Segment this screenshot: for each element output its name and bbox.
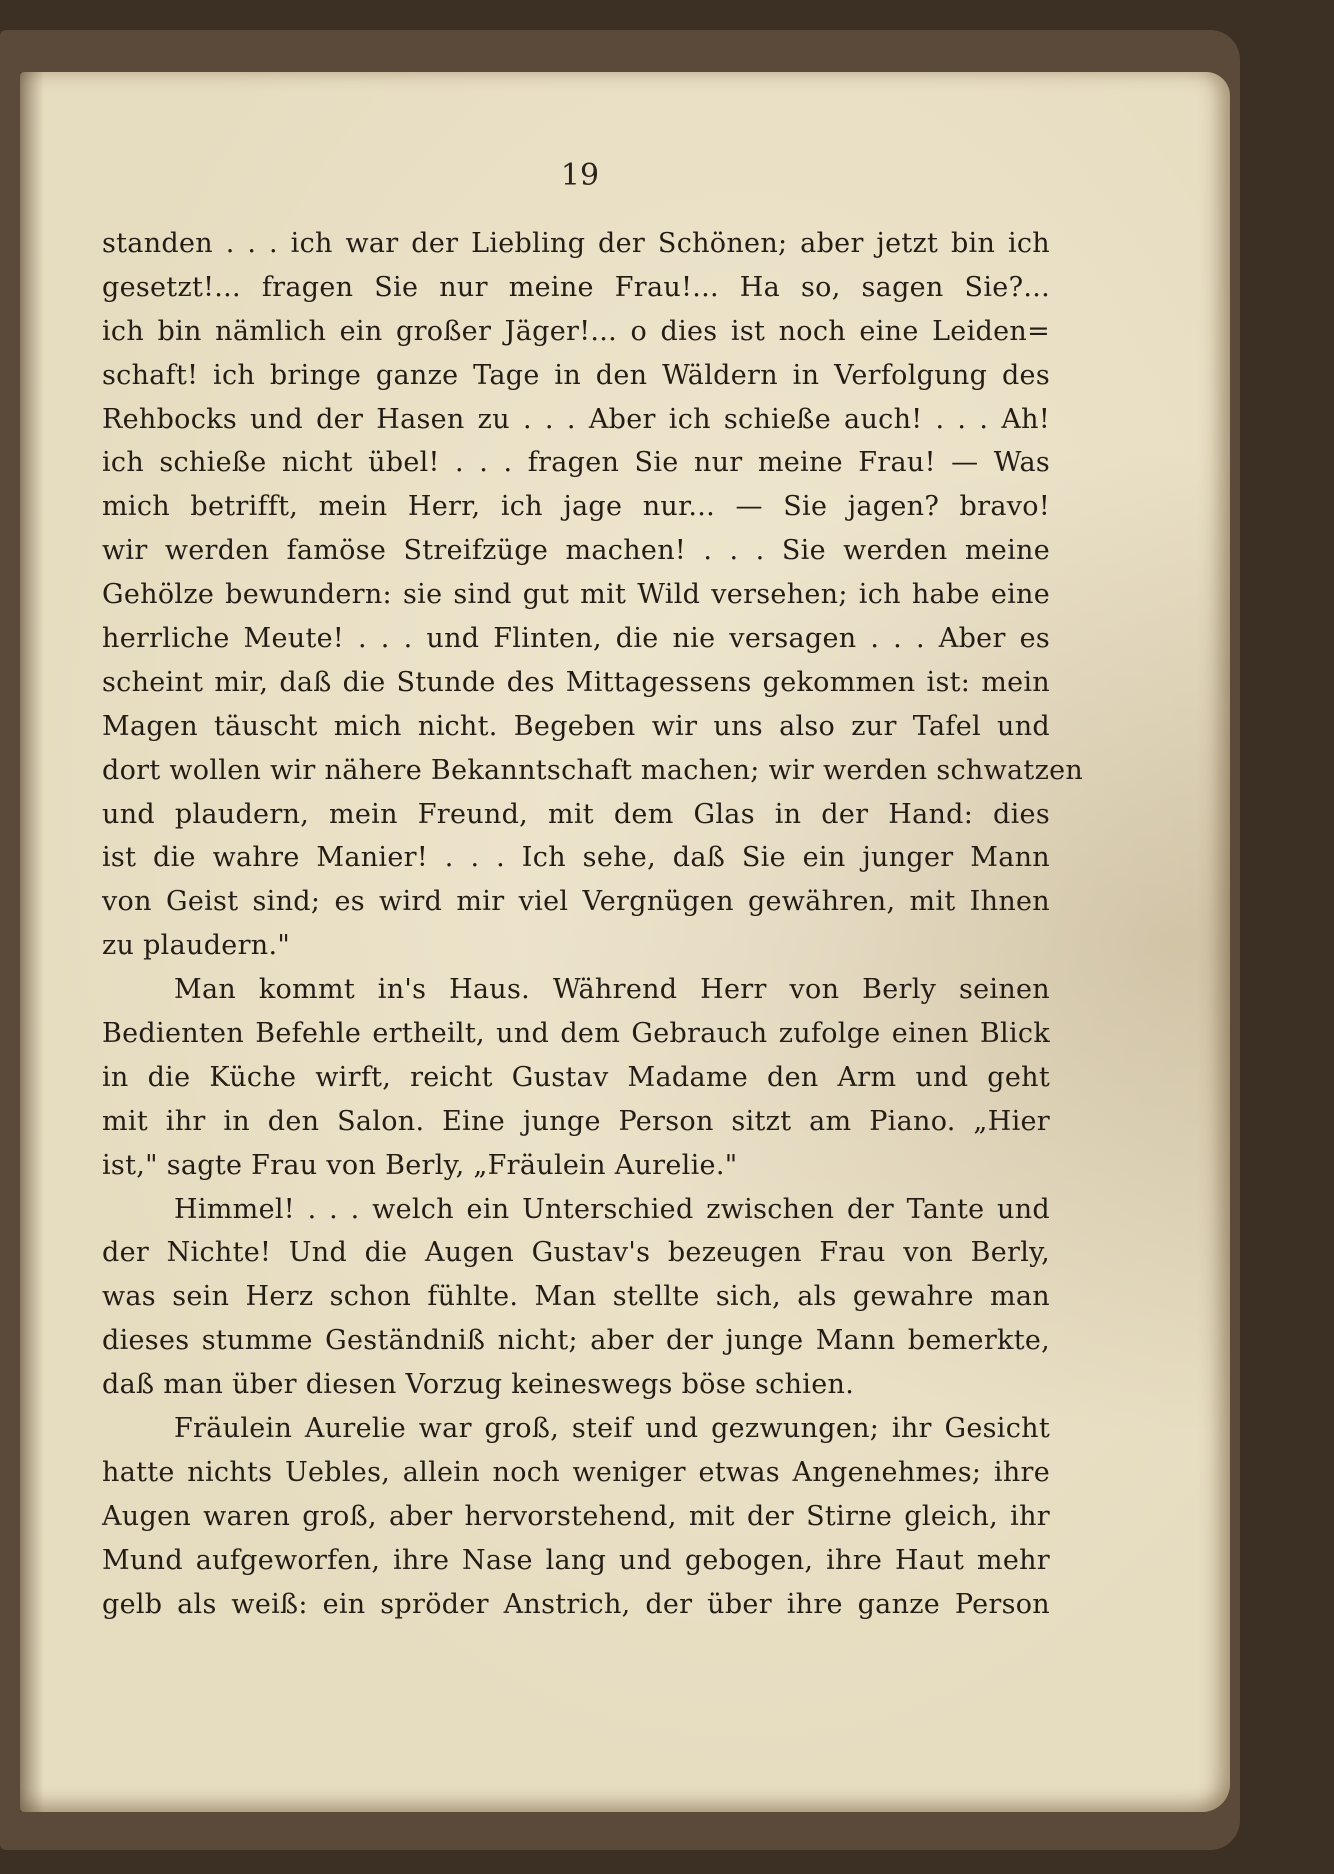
text-line: gesetzt!... fragen Sie nur meine Frau!... Ha so, sagen Sie?... <box>102 271 1050 303</box>
text-line: mich betrifft, mein Herr, ich jage nur... — Sie jagen? bravo! <box>102 491 1050 523</box>
text-line: herrliche Meute! . . . und Flinten, die nie versagen . . . Aber es <box>102 623 1050 655</box>
text-line: Bedienten Befehle ertheilt, und dem Gebrauch zufolge einen Blick <box>102 1018 1050 1050</box>
text-line: ich schieße nicht übel! . . . fragen Sie nur meine Frau! — Was <box>102 447 1050 479</box>
text-line: Gehölze bewundern: sie sind gut mit Wild versehen; ich habe eine <box>102 579 1050 611</box>
text-line: Augen waren groß, aber hervorstehend, mit der Stirne gleich, ihr <box>102 1500 1050 1532</box>
text-line: wir werden famöse Streifzüge machen! . . . Sie werden meine <box>102 535 1050 567</box>
text-line: in die Küche wirft, reicht Gustav Madame den Arm und geht <box>102 1061 1050 1093</box>
text-line: dort wollen wir nähere Bekanntschaft machen; wir werden schwatzen <box>102 754 1084 786</box>
text-line: Rehbocks und der Hasen zu . . . Aber ich schieße auch! . . . Ah! <box>102 403 1050 435</box>
text-line: schaft! ich bringe ganze Tage in den Wäldern in Verfolgung des <box>102 359 1050 391</box>
text-line: standen . . . ich war der Liebling der Schönen; aber jetzt bin ich <box>102 228 1050 259</box>
text-line: Himmel! . . . welch ein Unterschied zwischen der Tante und <box>174 1193 1050 1225</box>
text-line: ist," sagte Frau von Berly, „Fräulein Aurelie." <box>102 1149 738 1181</box>
text-line: ist die wahre Manier! . . . Ich sehe, daß Sie ein junger Mann <box>102 842 1050 874</box>
text-line: Fräulein Aurelie war groß, steif und gezwungen; ihr Gesicht <box>174 1413 1050 1445</box>
text-line: daß man über diesen Vorzug keineswegs böse schien. <box>102 1369 855 1401</box>
text-line: dieses stumme Geständniß nicht; aber der junge Mann bemerkte, <box>102 1325 1050 1357</box>
text-line: hatte nichts Uebles, allein noch weniger etwas Angenehmes; ihre <box>102 1456 1050 1488</box>
text-line: zu plaudern." <box>102 930 291 962</box>
text-line: Mund aufgeworfen, ihre Nase lang und gebogen, ihre Haut mehr <box>102 1544 1050 1576</box>
text-line: scheint mir, daß die Stunde des Mittagessens gekommen ist: mein <box>102 666 1050 698</box>
page-number: 19 <box>560 158 600 193</box>
text-line: und plaudern, mein Freund, mit dem Glas in der Hand: dies <box>102 798 1050 830</box>
text-line: was sein Herz schon fühlte. Man stellte sich, als gewahre man <box>102 1281 1050 1313</box>
text-line: mit ihr in den Salon. Eine junge Person sitzt am Piano. „Hier <box>102 1105 1050 1137</box>
text-line: Man kommt in's Haus. Während Herr von Berly seinen <box>174 974 1050 1006</box>
text-line: der Nichte! Und die Augen Gustav's bezeugen Frau von Berly, <box>102 1237 1050 1269</box>
body-text <box>102 222 1084 1627</box>
page-gutter-shadow <box>20 72 44 1812</box>
text-line: ich bin nämlich ein großer Jäger!... o dies ist noch eine Leiden= <box>102 315 1050 347</box>
text-line: von Geist sind; es wird mir viel Vergnügen gewähren, mit Ihnen <box>102 886 1050 918</box>
text-line: Magen täuscht mich nicht. Begeben wir uns also zur Tafel und <box>102 710 1050 742</box>
text-line: gelb als weiß: ein spröder Anstrich, der über ihre ganze Person <box>102 1588 1050 1620</box>
